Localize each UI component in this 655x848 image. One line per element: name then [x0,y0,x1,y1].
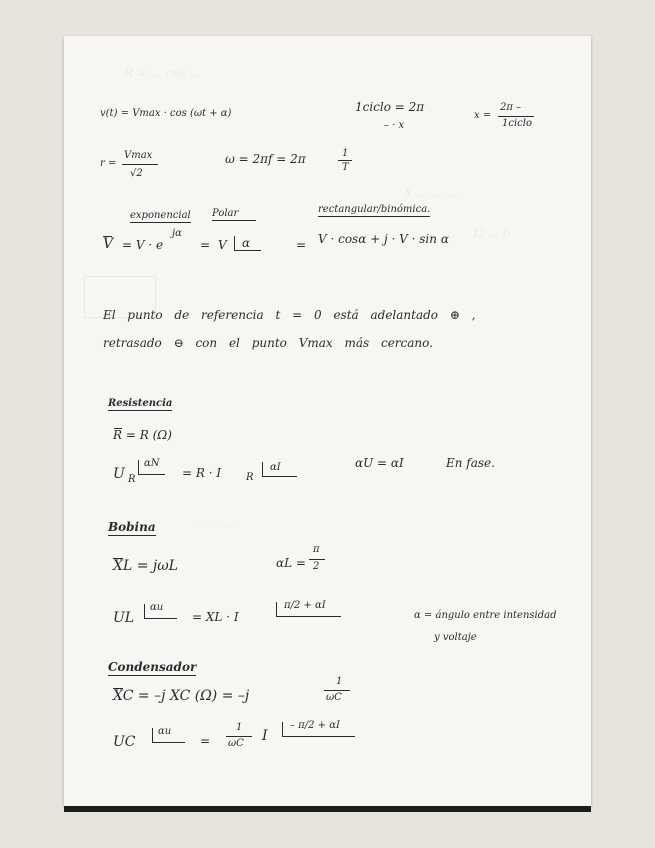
capacitor-eq: = [200,734,211,748]
resistance-u-angle: αN [144,458,160,469]
capacitor-u-bar [226,736,252,737]
phasor-rectangular: V · cosα + j · V · sin α [318,232,449,246]
inductor-u: UL [113,610,135,626]
capacitor-x-bar [324,690,350,691]
phasor-v-bar [103,236,112,237]
angle-note-line1: α = ángulo entre intensidad [414,610,557,621]
resistance-i-sub: R [246,472,254,483]
capacitor-x-num: 1 [336,676,343,687]
x-numerator: 2π – [500,102,522,113]
inductor-i-angle: π/2 + αI [284,600,326,611]
capacitor-u-den: ωC [228,738,244,749]
condensador-heading: Condensador [108,660,197,674]
angle-note-line2: y voltaje [434,632,477,643]
rms-denominator: √2 [130,168,143,179]
x-equals: x = [474,110,492,121]
resistance-bar [114,428,122,429]
capacitor-reactance: XC = –j XC (Ω) = –j [113,688,250,704]
rms-fraction-bar [122,164,158,165]
x-fraction-bar [498,116,534,117]
reference-note-line2: retrasado ⊖ con el punto Vmax más cercano. [103,336,433,350]
capacitor-u-angle: αu [158,726,172,737]
inductor-alpha-bar [309,559,325,560]
label-polar: Polar [212,208,256,221]
inductor-alpha-den: 2 [313,561,320,572]
inductor-bar [113,558,123,559]
omega-fraction-bar [338,160,352,161]
phasor-eq2: = [200,238,211,252]
phasor-v: V [103,236,114,252]
resistance-definition: R = R (Ω) [113,428,172,442]
capacitor-bar [113,688,123,689]
phasor-eq3: = [296,238,307,252]
inductor-u-angle: αu [150,602,164,613]
omega-denominator: T [342,162,349,173]
phasor-polar-v: V [218,238,227,252]
inductor-reactance: XL = jωL [113,558,178,574]
inductor-alpha-num: π [313,544,320,555]
capacitor-u-num: 1 [236,722,243,733]
capacitor-u-I: I [262,728,268,744]
phasor-exponent: jα [172,228,182,239]
omega-equation: ω = 2πf = 2π [225,152,306,166]
capacitor-i-angle: – π/2 + αI [290,720,340,731]
label-rectangular: rectangular/binómica. [318,204,431,215]
inductor-alpha: αL = [276,556,306,570]
resistencia-heading: Resistencia [108,398,173,409]
cycle-sub: – · x [384,120,405,131]
rms-numerator: Vmax [124,150,153,161]
label-exponential: exponencial [130,210,191,221]
resistance-phase-note: En fase. [446,456,495,470]
inductor-eq: = XL · I [192,610,239,624]
page-bottom-edge [64,806,591,812]
resistance-u: U [113,466,125,482]
cycle-equation: 1ciclo = 2π [355,100,425,114]
phasor-exponential: = V · e [122,238,164,252]
x-denominator: 1ciclo [502,118,532,129]
omega-numerator: 1 [342,148,349,159]
rms-lhs: r = [100,158,117,169]
notebook-page: R = ... cos ... X ... ... ... Ω ... δ ... ... ... [64,36,591,806]
capacitor-x-den: ωC [326,692,342,703]
reference-note-line1: El punto de referencia t = 0 está adelantado ⊕ , [103,308,476,322]
resistance-u-sub: R [128,474,136,485]
resistance-phase: αU = αI [355,456,404,470]
phasor-alpha: α [242,236,251,250]
capacitor-u: UC [113,734,136,750]
bobina-heading: Bobina [108,520,156,534]
resistance-i-angle: αI [270,462,281,473]
resistance-eq: = R · I [182,466,222,480]
voltage-time-equation: v(t) = Vmax · cos (ωt + α) [100,108,232,119]
